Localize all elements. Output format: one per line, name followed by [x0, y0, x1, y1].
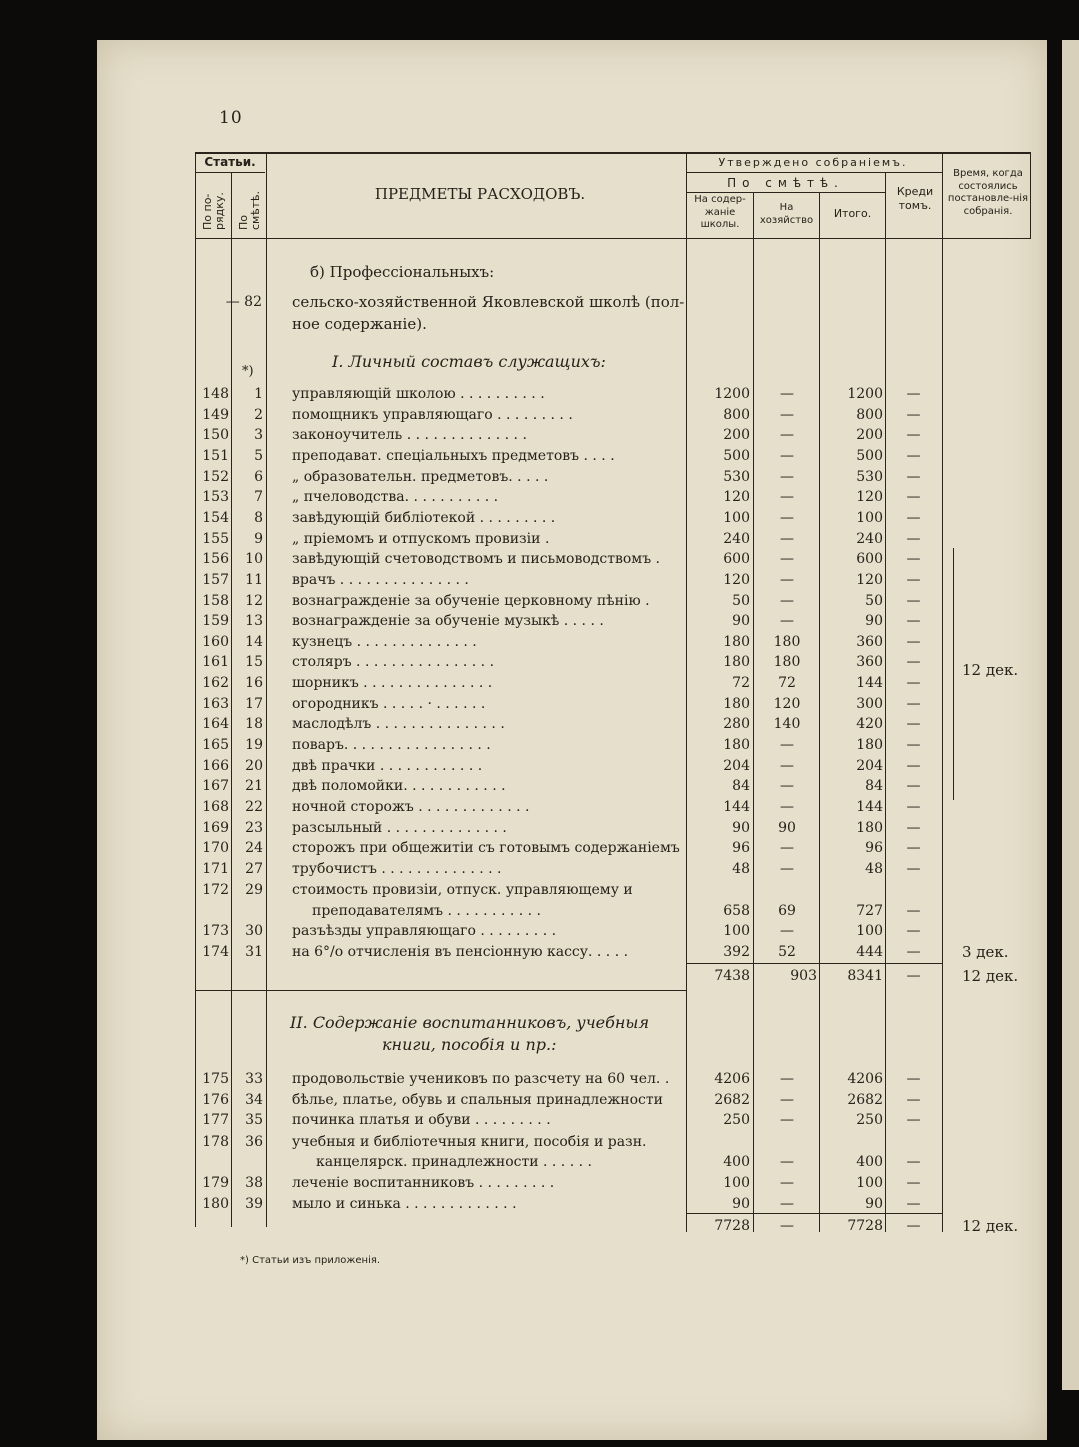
row-text: двѣ прачки . . . . . . . . . . . .	[292, 757, 483, 774]
row-school: 400	[723, 1154, 750, 1170]
row-credit: —	[906, 654, 921, 671]
row-text: завѣдующій библіотекой . . . . . . . . .	[292, 509, 556, 526]
row-text: поваръ. . . . . . . . . . . . . . . . .	[292, 737, 491, 754]
row-text: починка платья и обуви . . . . . . . . .	[292, 1112, 551, 1128]
col-line-right	[1030, 152, 1031, 238]
row-credit: —	[906, 447, 921, 464]
row-farm: —	[780, 778, 794, 795]
statyi-rule	[195, 172, 265, 173]
row-order: 149	[202, 406, 229, 423]
row-total: 96	[865, 840, 883, 857]
row-text: вознагражденіе за обученіе музыкѣ . . . . .	[292, 613, 604, 630]
row-credit: —	[906, 840, 921, 857]
subtotal-school: 7438	[714, 968, 750, 984]
row-credit: —	[906, 778, 921, 795]
row-time: 3 дек.	[962, 943, 1009, 961]
row-total: 800	[856, 406, 883, 423]
row-farm: —	[780, 447, 794, 464]
row-order: 161	[202, 654, 229, 671]
row-total: 180	[856, 737, 883, 754]
row-order: 164	[202, 716, 229, 733]
row-farm: —	[780, 840, 794, 857]
row-credit: —	[906, 1175, 921, 1191]
header-bottom-rule	[195, 238, 1031, 239]
row-total: 727	[856, 903, 883, 919]
footnote: *) Статьи изъ приложенія.	[240, 1255, 381, 1266]
row-school: 392	[723, 944, 750, 960]
row-smeta: 36	[245, 1134, 263, 1150]
row-credit: —	[906, 551, 921, 568]
row-text: стоимость провизіи, отпуск. управляющему и	[292, 882, 633, 898]
row-smeta: 2	[254, 406, 263, 423]
section-2-title-1: II. Содержаніе воспитанниковъ, учебныя	[290, 1013, 650, 1032]
col-line-subject	[686, 152, 687, 1232]
row-credit: —	[906, 386, 921, 402]
row-smeta: 38	[245, 1175, 263, 1191]
row-text: огородникъ . . . . . · . . . . . .	[292, 695, 486, 712]
row-farm: —	[780, 1071, 794, 1087]
row-farm: —	[780, 1154, 794, 1170]
row-credit: —	[906, 613, 921, 630]
row-credit: —	[906, 1112, 921, 1128]
row-text: шорникъ . . . . . . . . . . . . . . .	[292, 675, 493, 692]
row-smeta: 23	[245, 819, 263, 836]
school-order-num: — 82	[225, 294, 262, 310]
row-credit: —	[906, 903, 921, 919]
col-line-smeta	[266, 152, 267, 1227]
school-line-2: ное содержаніе).	[292, 315, 427, 333]
row-school: 48	[732, 860, 750, 877]
col-line-school	[753, 192, 754, 1232]
row-smeta: 15	[245, 654, 263, 671]
row-order: 160	[202, 633, 229, 650]
row-order: 173	[202, 923, 229, 939]
row-farm: —	[780, 1195, 794, 1212]
row-school: 120	[723, 489, 750, 506]
row-credit: —	[906, 737, 921, 754]
col-line-left	[195, 152, 196, 1227]
row-text: врачъ . . . . . . . . . . . . . . .	[292, 571, 469, 588]
row-farm: —	[780, 1175, 794, 1191]
row-total: 100	[856, 923, 883, 939]
row-farm: —	[780, 489, 794, 506]
row-smeta: 17	[245, 695, 263, 712]
approved-header: Утверждено собранiемъ.	[718, 156, 908, 169]
row-total: 2682	[847, 1091, 883, 1108]
row-text: маслодѣлъ . . . . . . . . . . . . . . .	[292, 716, 505, 733]
row-farm: 69	[778, 903, 796, 919]
row-order: 177	[202, 1112, 229, 1128]
row-school: 100	[723, 923, 750, 939]
row-order: 180	[202, 1195, 229, 1212]
row-farm: 140	[773, 716, 801, 733]
row-total: 120	[856, 571, 883, 588]
row-order: 158	[202, 592, 229, 609]
estimate-header: По смѣтѣ.	[727, 176, 844, 190]
row-school: 500	[723, 447, 750, 464]
row-smeta: 3	[254, 427, 263, 444]
col-line-order	[231, 172, 232, 1227]
row-school: 90	[732, 1195, 750, 1212]
row-school: 200	[723, 427, 750, 444]
estimate-rule	[686, 192, 885, 193]
section-1-title: I. Личный составъ служащихъ:	[332, 352, 606, 371]
table-top-rule	[195, 152, 1031, 154]
row-credit: —	[906, 819, 921, 836]
row-smeta: 39	[245, 1195, 263, 1212]
row-credit: —	[906, 1071, 921, 1087]
row-order: 174	[202, 944, 229, 960]
row-credit: —	[906, 592, 921, 609]
row-school: 4206	[714, 1071, 750, 1087]
section-b-title: б) Профессіональныхъ:	[310, 263, 495, 281]
row-farm: —	[780, 799, 794, 815]
subtotal-time: 12 дек.	[962, 967, 1019, 985]
row-order: 179	[202, 1175, 229, 1191]
row-text: трубочистъ . . . . . . . . . . . . . .	[292, 860, 502, 877]
row-credit: —	[906, 860, 921, 877]
section-divider	[195, 990, 686, 991]
row-total: 204	[856, 757, 883, 774]
col-line-total	[885, 172, 886, 1232]
row-text: вознагражденіе за обученіе церковному пѣнію .	[292, 592, 650, 609]
statyi-header: Статьи.	[204, 155, 256, 169]
subtotal-total: 8341	[847, 968, 883, 984]
row-order: 148	[202, 386, 229, 402]
school-line-1: сельско-хозяйственной Яковлевской школѣ (пол-	[292, 293, 685, 311]
row-farm: —	[780, 551, 794, 568]
row-farm: —	[780, 530, 794, 547]
row-credit: —	[906, 427, 921, 444]
row-farm: —	[780, 757, 794, 774]
row-order: 157	[202, 571, 229, 588]
row-farm: —	[780, 592, 794, 609]
total-header: Итого.	[833, 207, 872, 220]
row-school: 180	[723, 695, 750, 712]
row-total: 1200	[847, 386, 883, 402]
row-total: 250	[856, 1112, 883, 1128]
row-smeta: 19	[245, 737, 263, 754]
row-total: 500	[856, 447, 883, 464]
row-farm: —	[780, 427, 794, 444]
subtotal-rule	[686, 963, 942, 964]
row-order: 153	[202, 489, 229, 506]
footnote-mark: *)	[242, 364, 254, 379]
row-school: 600	[723, 551, 750, 568]
row-smeta: 9	[254, 530, 263, 547]
total-total: 7728	[847, 1218, 883, 1234]
row-farm: —	[780, 860, 794, 877]
subject-header: ПРЕДМЕТЫ РАСХОДОВЪ.	[374, 185, 586, 203]
total-time: 12 дек.	[962, 1217, 1019, 1235]
row-credit: —	[906, 633, 921, 650]
row-school: 1200	[714, 386, 750, 402]
row-order: 155	[202, 530, 229, 547]
row-total: 530	[856, 468, 883, 485]
total-farm: —	[780, 1218, 794, 1234]
row-text: законоучитель . . . . . . . . . . . . . .	[292, 427, 527, 444]
row-total: 100	[856, 509, 883, 526]
col-smeta-header: По смѣтѣ.	[237, 190, 263, 230]
row-total: 400	[856, 1154, 883, 1170]
row-farm: —	[780, 737, 794, 754]
next-page-edge	[1062, 40, 1079, 1390]
row-school: 204	[723, 757, 750, 774]
row-order: 156	[202, 551, 229, 568]
row-order: 176	[202, 1091, 229, 1108]
row-order: 178	[202, 1134, 229, 1150]
row-order: 165	[202, 737, 229, 754]
row-school: 50	[732, 592, 750, 609]
row-smeta: 18	[245, 716, 263, 733]
row-smeta: 33	[245, 1071, 263, 1087]
row-farm: —	[780, 386, 794, 402]
row-credit: —	[906, 509, 921, 526]
row-smeta: 11	[245, 571, 263, 588]
row-text: „ пчеловодства. . . . . . . . . . .	[292, 489, 499, 506]
row-text: продовольствіе учениковъ по разсчету на 60 чел. .	[292, 1071, 670, 1087]
section-2-title-2: книги, пособія и пр.:	[382, 1035, 557, 1054]
row-order: 171	[202, 860, 229, 877]
row-text: учебныя и библіотечныя книги, пособія и разн.	[292, 1134, 647, 1150]
row-text: сторожъ при общежитіи съ готовымъ содержаніемъ	[292, 840, 680, 857]
row-total: 300	[856, 695, 883, 712]
row-smeta: 27	[245, 860, 263, 877]
row-credit: —	[906, 468, 921, 485]
row-order: 154	[202, 509, 229, 526]
row-smeta: 35	[245, 1112, 263, 1128]
row-order: 168	[202, 799, 229, 815]
brace-time: 12 дек.	[962, 661, 1019, 679]
col-line-farm	[819, 192, 820, 1232]
row-smeta: 6	[254, 468, 263, 485]
row-text-cont: канцелярск. принадлежности . . . . . .	[316, 1154, 592, 1170]
row-school: 180	[723, 654, 750, 671]
row-credit: —	[906, 530, 921, 547]
row-text: ночной сторожъ . . . . . . . . . . . . .	[292, 799, 530, 815]
row-farm: —	[780, 571, 794, 588]
row-smeta: 30	[245, 923, 263, 939]
row-credit: —	[906, 799, 921, 815]
row-text: разсыльный . . . . . . . . . . . . . .	[292, 819, 507, 836]
row-total: 4206	[847, 1071, 883, 1087]
row-farm: 120	[773, 695, 801, 712]
row-credit: —	[906, 1195, 921, 1212]
row-text: бѣлье, платье, обувь и спальныя принадлежности	[292, 1091, 663, 1108]
row-school: 530	[723, 468, 750, 485]
row-total: 144	[856, 799, 883, 815]
row-order: 151	[202, 447, 229, 464]
row-total: 180	[856, 819, 883, 836]
row-smeta: 5	[254, 447, 263, 464]
row-total: 100	[856, 1175, 883, 1191]
row-total: 360	[856, 654, 883, 671]
row-farm: —	[780, 468, 794, 485]
row-order: 166	[202, 757, 229, 774]
row-order: 167	[202, 778, 229, 795]
row-total: 600	[856, 551, 883, 568]
row-smeta: 12	[245, 592, 263, 609]
row-school: 2682	[714, 1091, 750, 1108]
row-total: 120	[856, 489, 883, 506]
row-school: 100	[723, 1175, 750, 1191]
row-credit: —	[906, 1154, 921, 1170]
row-total: 240	[856, 530, 883, 547]
row-text: разъѣзды управляющаго . . . . . . . . .	[292, 923, 557, 939]
row-credit: —	[906, 757, 921, 774]
row-farm: —	[780, 923, 794, 939]
row-order: 162	[202, 675, 229, 692]
row-text: на 6°/о отчисленія въ пенсіонную кассу. . . . .	[292, 944, 629, 960]
row-text: леченіе воспитанниковъ . . . . . . . . .	[292, 1175, 555, 1191]
row-credit: —	[906, 406, 921, 423]
row-total: 420	[856, 716, 883, 733]
row-school: 180	[723, 737, 750, 754]
row-credit: —	[906, 944, 921, 960]
row-smeta: 8	[254, 509, 263, 526]
row-order: 175	[202, 1071, 229, 1087]
row-farm: —	[780, 406, 794, 423]
row-text: завѣдующій счетоводствомъ и письмоводствомъ .	[292, 551, 661, 568]
row-farm: —	[780, 509, 794, 526]
row-text: помощникъ управляющаго . . . . . . . . .	[292, 406, 573, 423]
row-order: 170	[202, 840, 229, 857]
page-number: 10	[219, 108, 243, 128]
total-credit: —	[906, 1218, 921, 1234]
row-text: „ пріемомъ и отпускомъ провизіи .	[292, 530, 550, 547]
row-text: преподават. спеціальныхъ предметовъ . . . .	[292, 447, 615, 464]
row-total: 90	[865, 1195, 883, 1212]
row-school: 180	[723, 633, 750, 650]
row-school: 72	[732, 675, 750, 692]
time-header: Время, когда состоялись постановле-нія собранія.	[947, 168, 1029, 217]
row-order: 172	[202, 882, 229, 898]
row-school: 144	[723, 799, 750, 815]
row-text: столяръ . . . . . . . . . . . . . . . .	[292, 654, 495, 671]
row-smeta: 29	[245, 882, 263, 898]
row-school: 800	[723, 406, 750, 423]
row-total: 48	[865, 860, 883, 877]
row-smeta: 22	[245, 799, 263, 815]
row-farm: 72	[778, 675, 796, 692]
row-school: 90	[732, 819, 750, 836]
subtotal-credit: —	[906, 968, 921, 984]
row-school: 90	[732, 613, 750, 630]
row-text: двѣ поломойки. . . . . . . . . . . .	[292, 778, 506, 795]
row-total: 90	[865, 613, 883, 630]
date-brace	[953, 548, 954, 800]
row-credit: —	[906, 571, 921, 588]
farm-header: На хозяйство	[759, 202, 814, 226]
row-school: 96	[732, 840, 750, 857]
row-school: 280	[723, 716, 750, 733]
row-total: 360	[856, 633, 883, 650]
row-school: 250	[723, 1112, 750, 1128]
row-smeta: 1	[254, 386, 263, 402]
approved-rule	[686, 172, 942, 173]
row-order: 169	[202, 819, 229, 836]
row-smeta: 7	[254, 489, 263, 506]
row-order: 150	[202, 427, 229, 444]
row-smeta: 20	[245, 757, 263, 774]
row-credit: —	[906, 489, 921, 506]
row-total: 50	[865, 592, 883, 609]
col-order-header: По по-рядку.	[201, 192, 227, 230]
row-farm: —	[780, 613, 794, 630]
row-smeta: 24	[245, 840, 263, 857]
row-credit: —	[906, 695, 921, 712]
row-school: 100	[723, 509, 750, 526]
row-credit: —	[906, 675, 921, 692]
row-total: 200	[856, 427, 883, 444]
row-total: 144	[856, 675, 883, 692]
row-smeta: 10	[245, 551, 263, 568]
row-order: 159	[202, 613, 229, 630]
row-farm: 180	[773, 654, 801, 671]
row-text: мыло и синька . . . . . . . . . . . . .	[292, 1195, 517, 1212]
row-smeta: 34	[245, 1091, 263, 1108]
row-school: 120	[723, 571, 750, 588]
row-text: кузнецъ . . . . . . . . . . . . . .	[292, 633, 477, 650]
subtotal-farm: 903	[790, 968, 817, 984]
col-line-credit	[942, 152, 943, 1232]
total-rule	[686, 1213, 942, 1214]
row-smeta: 13	[245, 613, 263, 630]
row-farm: —	[780, 1112, 794, 1128]
total-school: 7728	[714, 1218, 750, 1234]
row-order: 163	[202, 695, 229, 712]
row-text: управляющій школою . . . . . . . . . .	[292, 386, 545, 402]
row-credit: —	[906, 923, 921, 939]
row-smeta: 14	[245, 633, 263, 650]
row-school: 84	[732, 778, 750, 795]
row-credit: —	[906, 1091, 921, 1108]
row-text-cont: преподавателямъ . . . . . . . . . . .	[312, 903, 541, 919]
row-farm: 90	[778, 819, 796, 836]
row-farm: 180	[773, 633, 801, 650]
row-school: 240	[723, 530, 750, 547]
row-order: 152	[202, 468, 229, 485]
school-header: На содер-жаніе школы.	[694, 194, 746, 230]
credit-header: Креди томъ.	[896, 185, 934, 212]
row-credit: —	[906, 716, 921, 733]
row-farm: 52	[778, 944, 796, 960]
row-smeta: 31	[245, 944, 263, 960]
row-smeta: 21	[245, 778, 263, 795]
row-total: 84	[865, 778, 883, 795]
row-farm: —	[780, 1091, 794, 1108]
row-smeta: 16	[245, 675, 263, 692]
row-school: 658	[723, 903, 750, 919]
row-text: „ образовательн. предметовъ. . . . .	[292, 468, 549, 485]
row-total: 444	[856, 944, 883, 960]
